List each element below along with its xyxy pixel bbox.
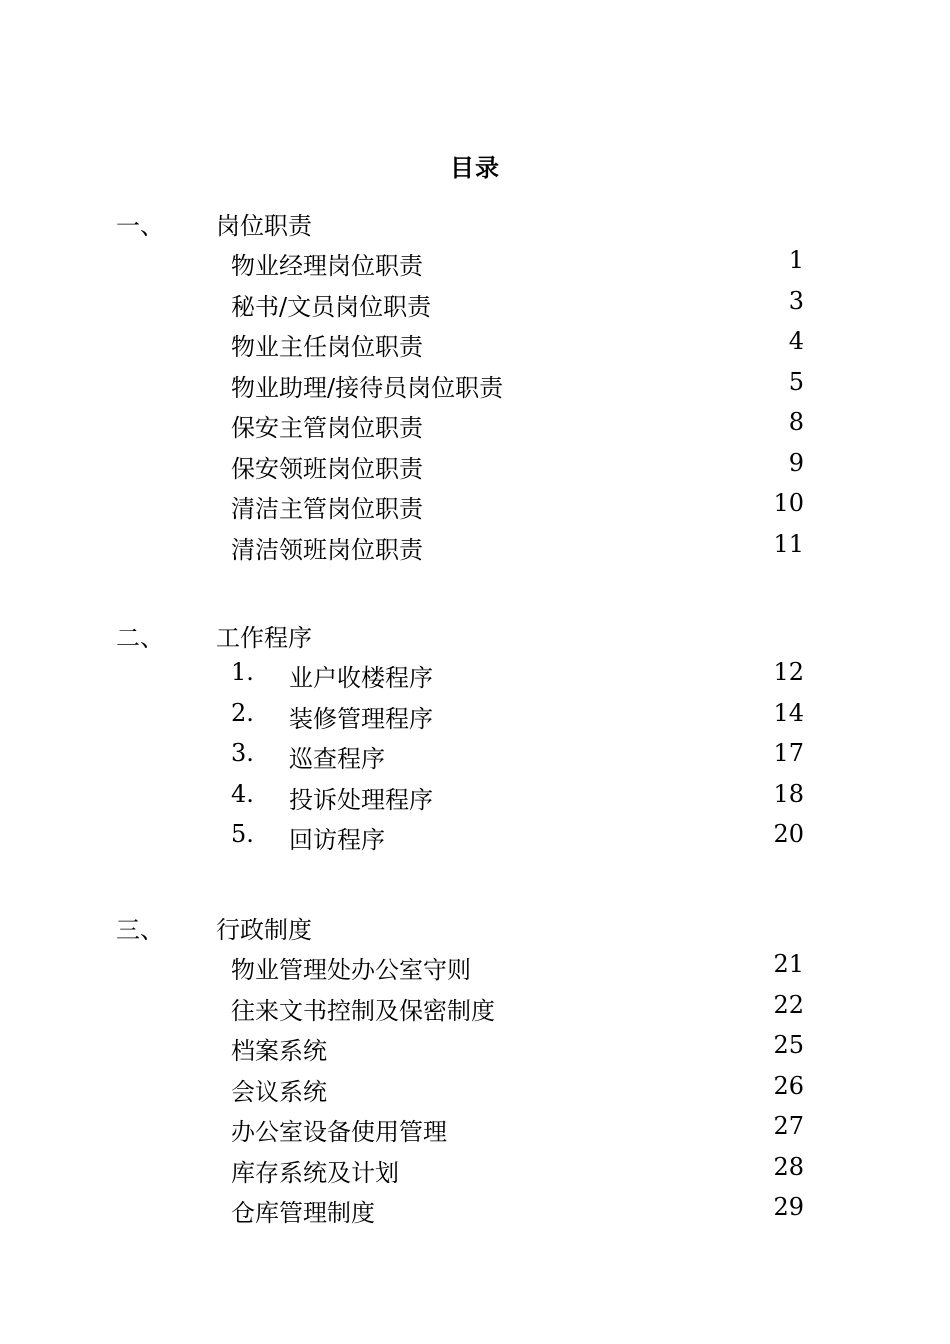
toc-section-3 (0, 910, 950, 1234)
entry-label: 办公室设备使用管理 (231, 1118, 447, 1146)
entry-label: 清洁主管岗位职责 (231, 495, 423, 523)
entry-number: 4. (231, 779, 254, 808)
toc-entry[interactable] (0, 530, 950, 571)
toc-entry[interactable] (0, 287, 950, 328)
toc-section-1 (0, 206, 950, 570)
toc-entry[interactable] (0, 991, 950, 1032)
entry-number: 5. (231, 820, 254, 848)
toc-title: 目录 (450, 153, 500, 182)
entry-page-number: 8 (788, 408, 804, 436)
toc-entry[interactable] (0, 699, 950, 740)
entry-label: 回访程序 (289, 826, 385, 854)
entry-page-number: 5 (788, 367, 804, 396)
section-number: 一、 (116, 212, 164, 240)
toc-entry[interactable] (0, 950, 950, 991)
entry-label: 清洁领班岗位职责 (231, 535, 423, 564)
entry-page-number: 10 (773, 489, 804, 517)
section-title: 行政制度 (216, 916, 312, 944)
toc-entry[interactable] (0, 489, 950, 530)
entry-number: 2. (231, 698, 254, 727)
entry-label: 秘书/文员岗位职责 (231, 292, 432, 321)
entry-label: 仓库管理制度 (231, 1199, 375, 1227)
entry-page-number: 25 (773, 1031, 804, 1059)
entry-number: 1. (231, 658, 254, 686)
entry-label: 档案系统 (231, 1037, 327, 1065)
toc-entry[interactable] (0, 820, 950, 861)
toc-section-2 (0, 618, 950, 861)
section-title: 工作程序 (216, 624, 312, 652)
entry-label: 物业经理岗位职责 (231, 252, 423, 280)
entry-label: 物业助理/接待员岗位职责 (231, 373, 504, 402)
entry-label: 会议系统 (231, 1077, 327, 1106)
entry-label: 投诉处理程序 (289, 785, 433, 814)
toc-entry[interactable] (0, 780, 950, 821)
entry-label: 库存系统及计划 (231, 1158, 399, 1187)
entry-page-number: 28 (773, 1152, 804, 1181)
toc-entry[interactable] (0, 368, 950, 409)
entry-label: 装修管理程序 (289, 704, 433, 733)
entry-page-number: 22 (773, 990, 804, 1019)
entry-page-number: 4 (788, 327, 804, 355)
toc-entry[interactable] (0, 1031, 950, 1072)
section-number: 二、 (116, 624, 164, 652)
entry-label: 物业管理处办公室守则 (231, 956, 471, 984)
section-number: 三、 (116, 916, 164, 944)
entry-page-number: 27 (773, 1112, 804, 1140)
toc-entry[interactable] (0, 408, 950, 449)
entry-page-number: 9 (788, 448, 804, 477)
entry-page-number: 3 (788, 286, 804, 315)
entry-page-number: 18 (773, 779, 804, 808)
section-title: 岗位职责 (216, 212, 312, 240)
entry-label: 巡查程序 (289, 745, 385, 773)
entry-page-number: 20 (773, 820, 804, 848)
entry-page-number: 17 (773, 739, 804, 767)
entry-label: 往来文书控制及保密制度 (231, 996, 495, 1025)
section-heading (0, 618, 950, 658)
entry-page-number: 29 (773, 1193, 804, 1221)
toc-entry[interactable] (0, 246, 950, 287)
toc-entry[interactable] (0, 1153, 950, 1194)
section-heading (0, 910, 950, 950)
section-heading (0, 206, 950, 246)
toc-entry[interactable] (0, 1193, 950, 1234)
entry-page-number: 26 (773, 1071, 804, 1100)
toc-entry[interactable] (0, 1112, 950, 1153)
entry-number: 3. (231, 739, 254, 767)
entry-label: 业户收楼程序 (289, 664, 433, 692)
entry-label: 保安领班岗位职责 (231, 454, 423, 483)
toc-entry[interactable] (0, 327, 950, 368)
entry-page-number: 14 (773, 698, 804, 727)
toc-entry[interactable] (0, 739, 950, 780)
entry-page-number: 21 (773, 950, 804, 978)
toc-entry[interactable] (0, 449, 950, 490)
toc-entry[interactable] (0, 658, 950, 699)
entry-page-number: 11 (773, 529, 804, 558)
entry-page-number: 1 (788, 246, 804, 274)
toc-entry[interactable] (0, 1072, 950, 1113)
entry-label: 物业主任岗位职责 (231, 333, 423, 361)
entry-label: 保安主管岗位职责 (231, 414, 423, 442)
entry-page-number: 12 (773, 658, 804, 686)
